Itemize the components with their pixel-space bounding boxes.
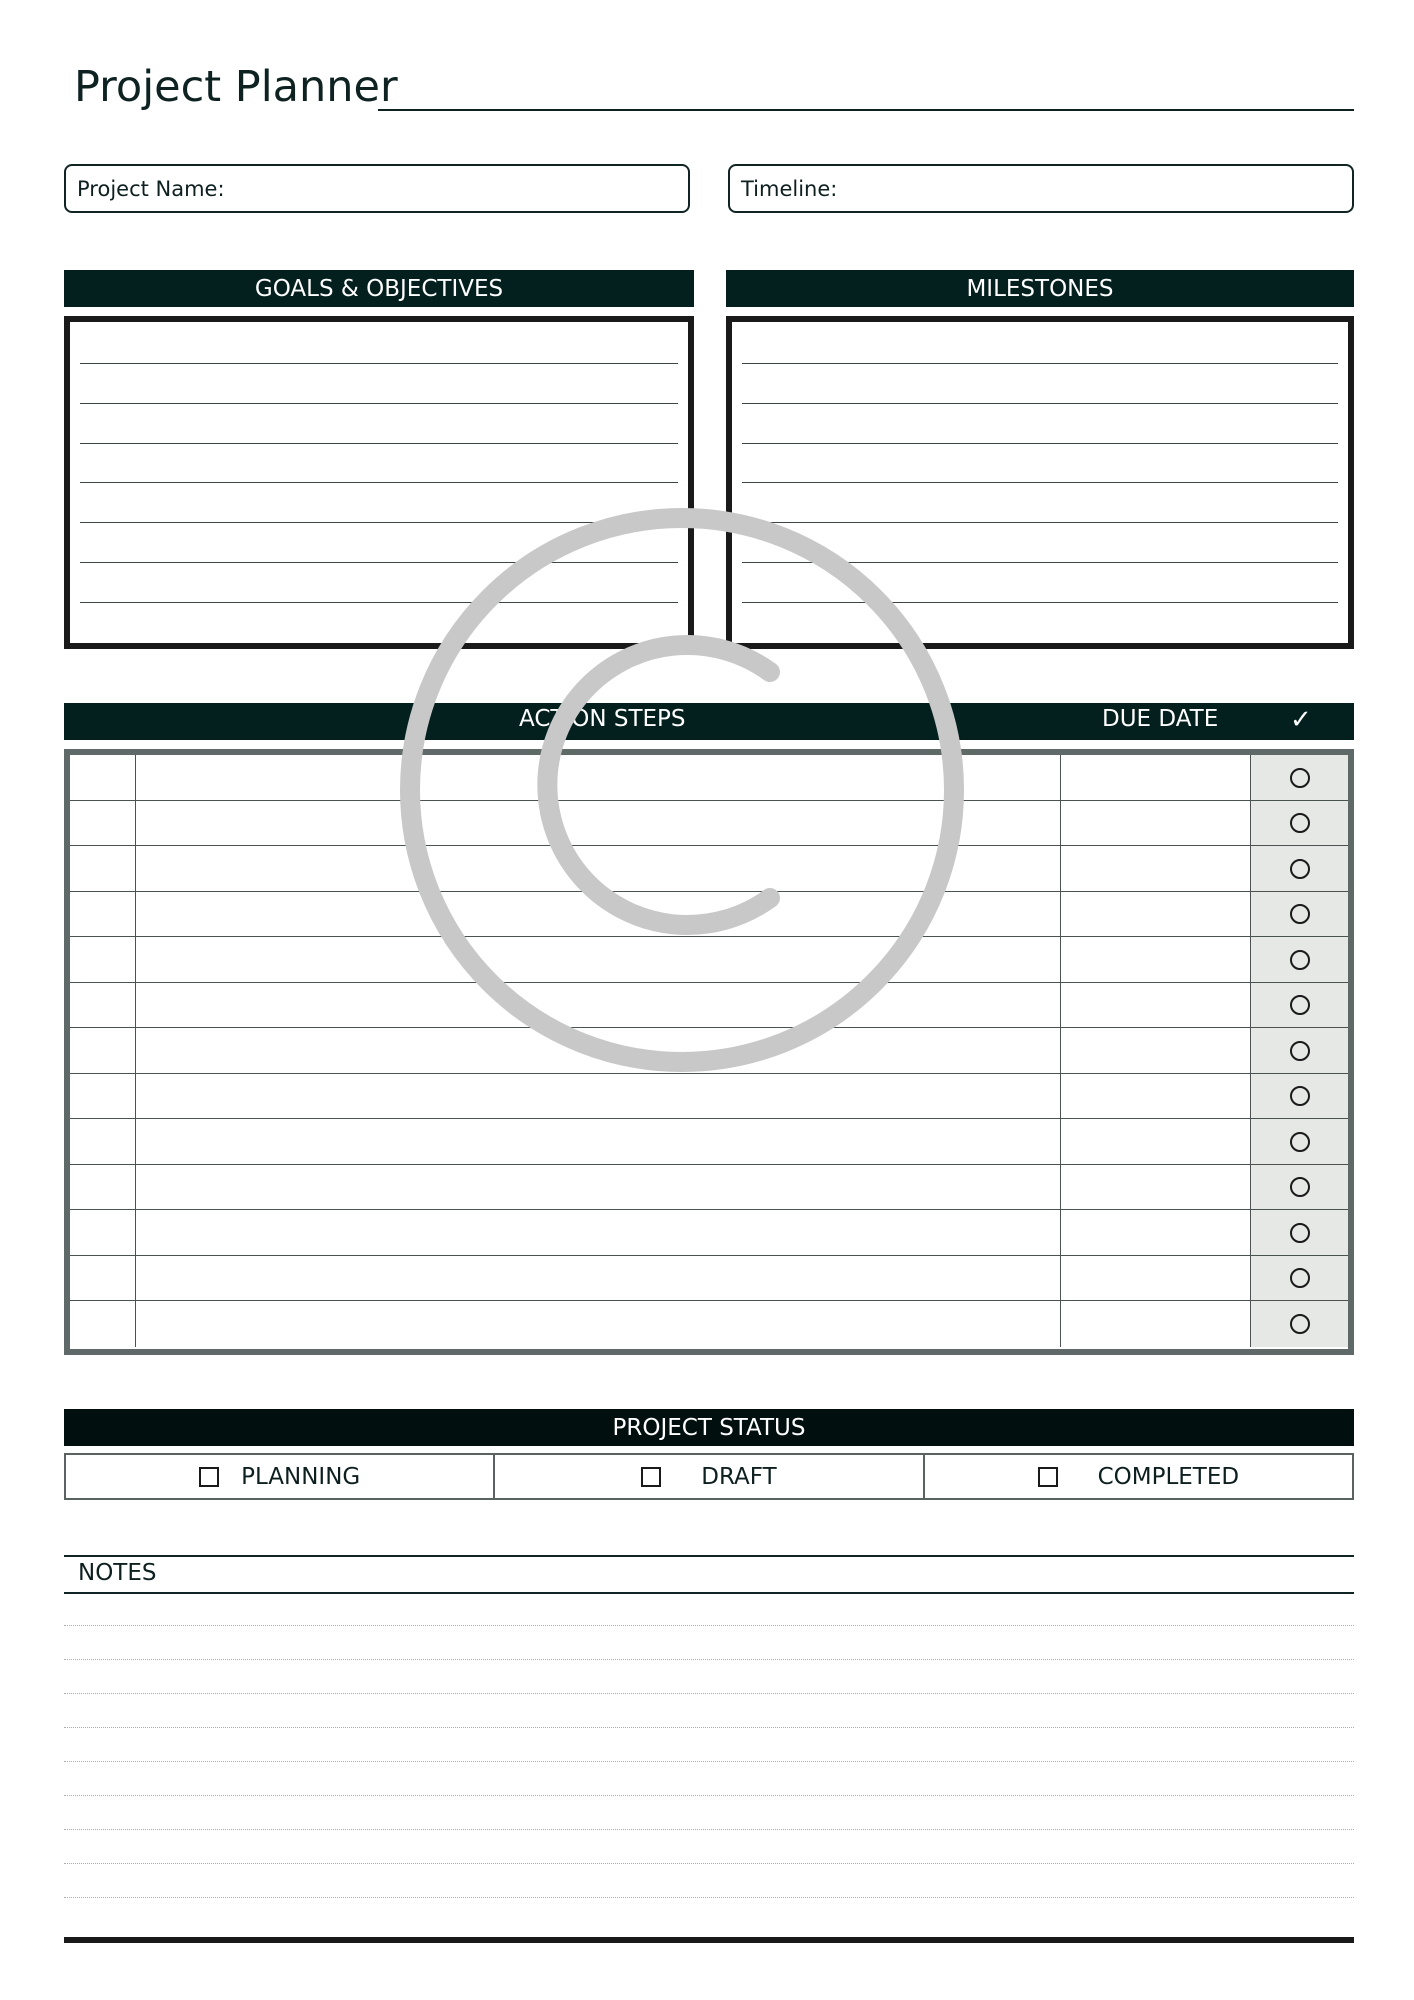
step-description-cell[interactable]: [136, 1256, 1061, 1302]
status-completed[interactable]: [923, 1455, 1352, 1498]
check-icon: ✓: [1290, 705, 1312, 735]
project-name-label: Project Name:: [77, 176, 225, 201]
step-description-cell[interactable]: [136, 1074, 1061, 1120]
step-number-cell[interactable]: [70, 1256, 136, 1302]
status-draft[interactable]: [493, 1455, 922, 1498]
circle-icon[interactable]: [1290, 1041, 1310, 1061]
notes-top-rule: [64, 1555, 1354, 1557]
notes-line: [64, 1795, 1354, 1796]
notes-line: [64, 1761, 1354, 1762]
notes-line: [64, 1829, 1354, 1830]
milestones-rule: [742, 482, 1338, 483]
status-planning-label: PLANNING: [241, 1463, 361, 1490]
goals-header: [64, 270, 694, 307]
done-cell: [1251, 1028, 1348, 1074]
project-status-options: [64, 1453, 1354, 1500]
milestones-title: MILESTONES: [966, 275, 1114, 302]
milestones-rule: [742, 403, 1338, 404]
page-title: Project Planner: [74, 62, 398, 112]
bottom-bar: [64, 1937, 1354, 1943]
circle-icon[interactable]: [1290, 995, 1310, 1015]
done-cell: [1251, 846, 1348, 892]
notes-line: [64, 1659, 1354, 1660]
timeline-field[interactable]: [728, 164, 1354, 213]
notes-line: [64, 1727, 1354, 1728]
due-date-cell[interactable]: [1061, 801, 1251, 847]
goals-rule: [80, 403, 678, 404]
done-cell: [1251, 937, 1348, 983]
due-date-cell[interactable]: [1061, 937, 1251, 983]
goals-rule: [80, 443, 678, 444]
title-underline: [378, 109, 1354, 111]
due-date-title: DUE DATE: [1102, 706, 1219, 732]
circle-icon[interactable]: [1290, 1314, 1310, 1334]
circle-icon[interactable]: [1290, 813, 1310, 833]
step-number-cell[interactable]: [70, 892, 136, 938]
circle-icon[interactable]: [1290, 904, 1310, 924]
project-status-header: [64, 1409, 1354, 1446]
circle-icon[interactable]: [1290, 1223, 1310, 1243]
action-steps-title: ACTION STEPS: [519, 706, 686, 732]
circle-icon[interactable]: [1290, 768, 1310, 788]
step-number-cell[interactable]: [70, 937, 136, 983]
action-step-row: [70, 1074, 1348, 1120]
done-cell: [1251, 1210, 1348, 1256]
circle-icon[interactable]: [1290, 1177, 1310, 1197]
checkbox-icon[interactable]: [641, 1467, 661, 1487]
step-number-cell[interactable]: [70, 1028, 136, 1074]
watermark-c: [547, 645, 770, 925]
goals-rule: [80, 363, 678, 364]
notes-title: NOTES: [78, 1560, 157, 1586]
notes-line: [64, 1693, 1354, 1694]
status-planning[interactable]: [66, 1455, 493, 1498]
done-cell: [1251, 755, 1348, 801]
due-date-cell[interactable]: [1061, 846, 1251, 892]
copyright-icon: [392, 500, 972, 1080]
milestones-header: [726, 270, 1354, 307]
goals-title: GOALS & OBJECTIVES: [254, 275, 504, 302]
done-cell: [1251, 892, 1348, 938]
due-date-cell[interactable]: [1061, 1074, 1251, 1120]
step-number-cell[interactable]: [70, 1210, 136, 1256]
due-date-cell[interactable]: [1061, 1028, 1251, 1074]
done-cell: [1251, 1256, 1348, 1302]
step-number-cell[interactable]: [70, 755, 136, 801]
checkbox-icon[interactable]: [199, 1467, 219, 1487]
notes-line: [64, 1897, 1354, 1898]
watermark-ring: [410, 518, 954, 1062]
due-date-cell[interactable]: [1061, 892, 1251, 938]
circle-icon[interactable]: [1290, 859, 1310, 879]
notes-line: [64, 1863, 1354, 1864]
step-description-cell[interactable]: [136, 1165, 1061, 1211]
milestones-rule: [742, 443, 1338, 444]
notes-bottom-rule: [64, 1592, 1354, 1594]
circle-icon[interactable]: [1290, 950, 1310, 970]
action-step-row: [70, 1256, 1348, 1302]
done-cell: [1251, 1301, 1348, 1347]
step-description-cell[interactable]: [136, 1301, 1061, 1347]
due-date-cell[interactable]: [1061, 1301, 1251, 1347]
step-number-cell[interactable]: [70, 1165, 136, 1211]
due-date-cell[interactable]: [1061, 1256, 1251, 1302]
circle-icon[interactable]: [1290, 1268, 1310, 1288]
due-date-cell[interactable]: [1061, 1210, 1251, 1256]
checkbox-icon[interactable]: [1038, 1467, 1058, 1487]
done-cell: [1251, 1165, 1348, 1211]
timeline-label: Timeline:: [741, 176, 838, 201]
due-date-cell[interactable]: [1061, 755, 1251, 801]
circle-icon[interactable]: [1290, 1086, 1310, 1106]
circle-icon[interactable]: [1290, 1132, 1310, 1152]
step-number-cell[interactable]: [70, 801, 136, 847]
status-draft-label: DRAFT: [701, 1463, 777, 1490]
project-name-field[interactable]: [64, 164, 690, 213]
step-number-cell[interactable]: [70, 846, 136, 892]
action-step-row: [70, 1301, 1348, 1347]
status-completed-label: COMPLETED: [1097, 1463, 1240, 1490]
done-cell: [1251, 1119, 1348, 1165]
project-status-title: PROJECT STATUS: [612, 1414, 806, 1441]
step-number-cell[interactable]: [70, 1301, 136, 1347]
step-number-cell[interactable]: [70, 1119, 136, 1165]
done-cell: [1251, 801, 1348, 847]
done-cell: [1251, 983, 1348, 1029]
action-step-row: [70, 1165, 1348, 1211]
action-step-row: [70, 1210, 1348, 1256]
goals-rule: [80, 482, 678, 483]
step-description-cell[interactable]: [136, 1210, 1061, 1256]
step-number-cell[interactable]: [70, 983, 136, 1029]
step-description-cell[interactable]: [136, 1119, 1061, 1165]
due-date-cell[interactable]: [1061, 1165, 1251, 1211]
due-date-cell[interactable]: [1061, 983, 1251, 1029]
milestones-rule: [742, 363, 1338, 364]
notes-line: [64, 1625, 1354, 1626]
action-step-row: [70, 1119, 1348, 1165]
due-date-cell[interactable]: [1061, 1119, 1251, 1165]
done-cell: [1251, 1074, 1348, 1120]
step-number-cell[interactable]: [70, 1074, 136, 1120]
